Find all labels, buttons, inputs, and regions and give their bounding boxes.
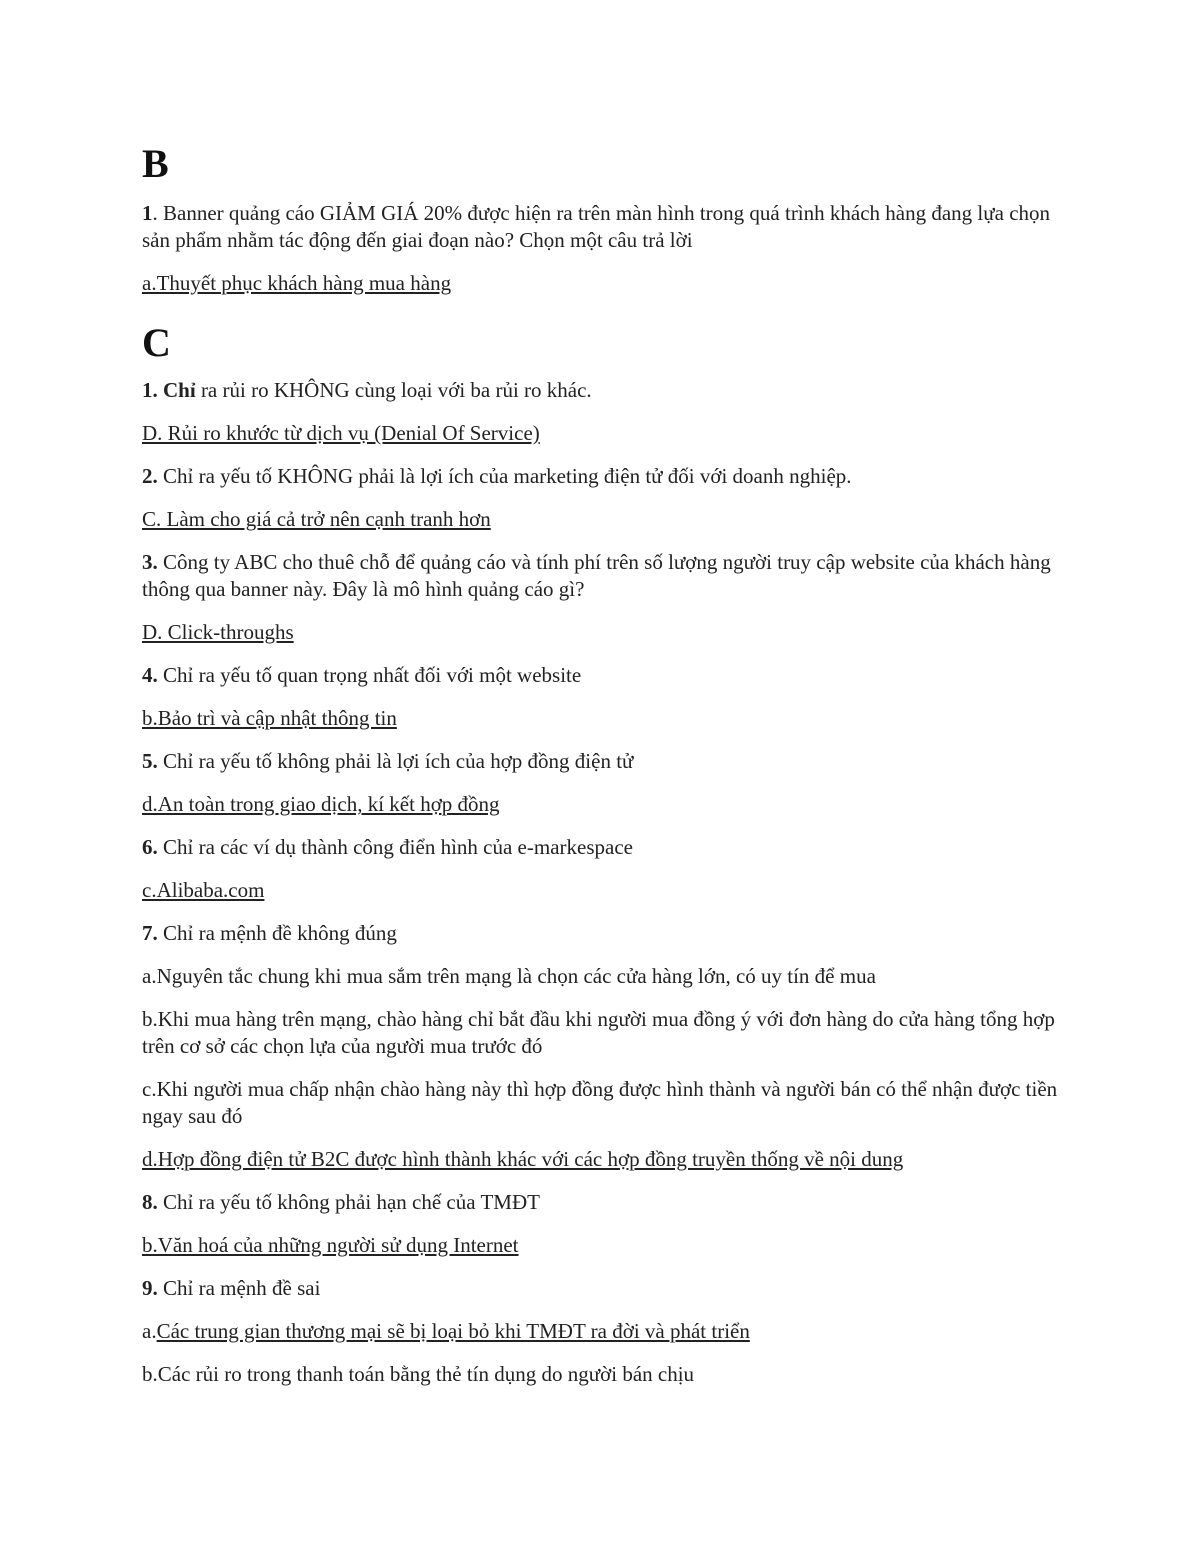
question-text: Chỉ ra mệnh đề sai bbox=[157, 1276, 321, 1300]
option-c7-c: c.Khi người mua chấp nhận chào hàng này thì hợp đồng được hình thành và người bán có thể nhận được tiền ngay sau đó bbox=[142, 1077, 1058, 1128]
question-text: Chỉ ra yếu tố không phải là lợi ích của hợp đồng điện tử bbox=[157, 749, 634, 773]
answer-c5: d.An toàn trong giao dịch, kí kết hợp đồng bbox=[142, 792, 500, 816]
question-text: Chỉ ra yếu tố KHÔNG phải là lợi ích của marketing điện tử đối với doanh nghiệp. bbox=[157, 464, 852, 488]
question-c5 bbox=[142, 748, 1062, 775]
answer-c2: C. Làm cho giá cả trở nên cạnh tranh hơn bbox=[142, 507, 491, 531]
question-text: Chỉ ra yếu tố quan trọng nhất đối với một website bbox=[157, 663, 582, 687]
question-text: ra rủi ro KHÔNG cùng loại với ba rủi ro khác. bbox=[195, 378, 592, 402]
answer-c7: d.Hợp đồng điện tử B2C được hình thành khác với các hợp đồng truyền thống về nội dung bbox=[142, 1147, 904, 1171]
answer-text: Các trung gian thương mại sẽ bị loại bỏ khi TMĐT ra đời và phát triển bbox=[156, 1319, 750, 1343]
answer-b1: a.Thuyết phục khách hàng mua hàng bbox=[142, 271, 452, 295]
answer-c1: D. Rủi ro khước từ dịch vụ (Denial Of Service) bbox=[142, 421, 540, 445]
question-number: 4. bbox=[142, 663, 158, 687]
section-heading-b: B bbox=[142, 141, 169, 186]
answer-c4: b.Bảo trì và cập nhật thông tin bbox=[142, 706, 397, 730]
question-bold-word: Chỉ bbox=[163, 378, 196, 402]
question-number: 5. bbox=[142, 749, 158, 773]
question-c7 bbox=[142, 920, 1062, 947]
question-c9 bbox=[142, 1275, 1062, 1302]
question-c1 bbox=[142, 377, 1062, 404]
answer-c3: D. Click-throughs bbox=[142, 620, 294, 644]
question-text: Chỉ ra yếu tố không phải hạn chế của TMĐT bbox=[157, 1190, 540, 1214]
question-number: 7. bbox=[142, 921, 158, 945]
question-text: . Banner quảng cáo GIẢM GIÁ 20% được hiện ra trên màn hình trong quá trình khách hàng đang lựa chọn sản phẩm nhằm tác động đến giai đoạn nào? Chọn một câu trả lời bbox=[142, 201, 1051, 252]
document-page bbox=[142, 140, 1062, 1404]
question-number: 1 bbox=[142, 201, 153, 225]
answer-c8: b.Văn hoá của những người sử dụng Internet bbox=[142, 1233, 519, 1257]
section-heading-c: C bbox=[142, 320, 171, 365]
option-c9-b: b.Các rủi ro trong thanh toán bằng thẻ tín dụng do người bán chịu bbox=[142, 1362, 695, 1386]
question-number: 9. bbox=[142, 1276, 158, 1300]
question-c4 bbox=[142, 662, 1062, 689]
question-number: 2. bbox=[142, 464, 158, 488]
question-text: Chỉ ra các ví dụ thành công điển hình của e-markespace bbox=[157, 835, 633, 859]
answer-c6: c.Alibaba.com bbox=[142, 878, 265, 902]
answer-c9 bbox=[142, 1318, 1062, 1345]
question-b1 bbox=[142, 200, 1062, 254]
question-number: 3. bbox=[142, 550, 158, 574]
option-c7-b: b.Khi mua hàng trên mạng, chào hàng chỉ bắt đầu khi người mua đồng ý với đơn hàng do cửa hàng tổng hợp trên cơ sở các chọn lựa của người mua trước đó bbox=[142, 1007, 1055, 1058]
question-number: 6. bbox=[142, 835, 158, 859]
question-text: Công ty ABC cho thuê chỗ để quảng cáo và tính phí trên số lượng người truy cập website của khách hàng thông qua banner này. Đây là mô hình quảng cáo gì? bbox=[142, 550, 1051, 601]
option-c7-a: a.Nguyên tắc chung khi mua sắm trên mạng là chọn các cửa hàng lớn, có uy tín để mua bbox=[142, 964, 876, 988]
question-c6 bbox=[142, 834, 1062, 861]
question-number: 1. bbox=[142, 378, 158, 402]
question-c3 bbox=[142, 549, 1062, 603]
question-number: 8. bbox=[142, 1190, 158, 1214]
answer-prefix: a. bbox=[142, 1319, 157, 1343]
question-c8 bbox=[142, 1189, 1062, 1216]
question-c2 bbox=[142, 463, 1062, 490]
question-text: Chỉ ra mệnh đề không đúng bbox=[157, 921, 397, 945]
